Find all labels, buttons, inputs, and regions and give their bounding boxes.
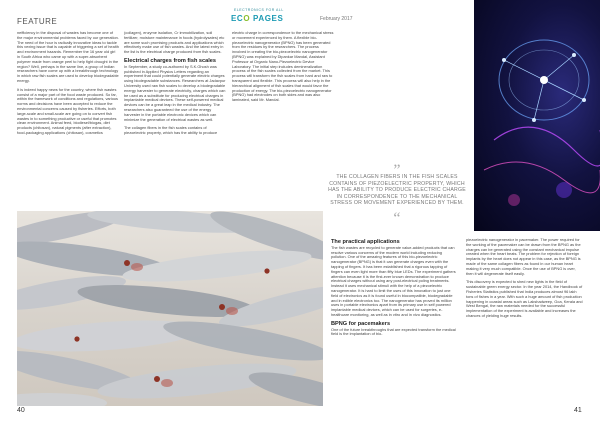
column-1 xyxy=(17,31,119,140)
column-4 xyxy=(331,238,457,341)
paragraph: The collagen fibers in the fish scales contains of piezoelectric property, which has the ability to produce xyxy=(124,125,218,136)
fish-photo xyxy=(17,211,323,406)
quote-text: THE COLLAGEN FIBERS IN THE FISH SCALES CONTAINS OF PIEZOELECTRIC PROPERTY, WHICH HAS THE ABILITY TO PRODUCE ELECTRIC CHARGE IN CORRESPONDENCE TO THE MECHANICAL STRESS OR MOVEMENT EXPERIENCED BY THEM. xyxy=(328,174,466,207)
neural-network-graphic xyxy=(474,0,600,231)
paragraph: The fish wastes are recycled to generate value-added products that can resolve various concerns of the modern world including reducing pollution. One of the amazing features of this bio-piezoelectric nanogenerator (BPNG) is that it can generate charges even with the tapping of fingers. It has been established that a rigorous tapping of fingers can even light more than fifty blue LEDs. The experiment gathers attention because it is the first-ever known demonstration to produce electrical charges without using any post-electrical poling treatments. Instead it uses mechanical stimuli with the help of a piezoelectric nanogenerator. It is hard to limit the uses of this innovation to just one field of electronics as it is found useful in biocompatible, biodegradable and in edible electronics too. The nanogenerator has proved its million uses in portable electronics apart from its primary use in self powered implantable medical devices, which can be used for surgeries, e-healthcare monitoring, as well as in vitro and in vivo diagnostics. xyxy=(331,244,456,317)
section-heading: Electrical charges from fish scales xyxy=(124,57,217,64)
pull-quote xyxy=(327,162,467,228)
paragraph: In September, a study co-authored by S.K.Ghosh was published in Applied Physics Letters regarding an experiment that could potentially generate electric charges using biodegradable substances. Researchers at Jadavpur University used raw fish scales to develop a biodegradable energy harvester to generate electricity, charges which can be used as a substitute for producing electrical charges in implantable medical devices. These self-powered medical devices can be a great leap in the medical industry. The researchers also guaranteed the use of the energy harvester in the portable electronic devices which can minimize the generation of electrical wastes as well. xyxy=(124,63,226,122)
logo-text-c: PAGES xyxy=(250,14,284,23)
page-number-right: 41 xyxy=(574,407,582,414)
column-5 xyxy=(466,238,584,323)
paragraph: It is indeed happy news for the country, where fish wastes consist of a major part of the food waste produced. So far, within the framework of conditions and regulations, various norms and decisions have been accepted to reduce the environmental concerns caused by fisheries. Efforts, both large-scale and small-scale are going on to convert fish wastes in to something productive or useful that promotes clean environment. Animal feed, biodiesel/biogas, diet products (chitosan), natural pigments (after extraction), food-packaging applications (chitosan), cosmetics xyxy=(17,86,118,135)
paragraph: One of the future breakthroughs that are expected transform the medical field is the implantation of bio- xyxy=(331,326,456,337)
column-3 xyxy=(232,31,334,107)
section-title: FEATURE xyxy=(17,17,58,26)
paragraph: (collagen), enzyme isolation, Cr immobilization, soil fertilizer, moisture maintenance in foods (hydrolysates) etc are some such promising products and applications which effectively make use of fish wastes. And the latest entry in the list is the electrical charge produced from fish scales. xyxy=(124,30,225,55)
paragraph: This discovery is expected to shed new lights in the field of sustainable green energy sector. In the year 2014, the Handbook of Fisheries Statistics published that India produces almost 96 lakh tons of fishes in a year. With such a huge amount of fish production happening in coastal areas such as Lakshadweep, Goa, Kerala and West Bengal, the raw materials needed for the successful implementation of the experiment is available and increases the chances of yielding huge results. xyxy=(466,279,583,318)
section-heading: BPNG for pacemakers xyxy=(331,320,391,327)
fish-illustration xyxy=(17,211,323,406)
intro-paragraph: nefficiency in the disposal of wastes has become one of the major environmental problems faced by our generation. The need of the hour is radically innovative ideas to tackle this vexing issue that is capable of triggering a set of health and environment hazards. Remember the 16 year old girl in South Africa who came up with a super-absorbent polymer made from orange peel to help fight drought in the region? Well, perhaps in the same line, a group of Indian researchers have come up with a breakthrough technology in which raw fish scales are used to develop biodegradable energy. xyxy=(17,30,119,83)
section-heading: The practical applications xyxy=(331,239,400,245)
paragraph: piezoelectric nanogenerator in pacemaker. The power required for the working of the pacemaker can be drawn from the BPNG as the charges can be generated using the constant mechanical impulse created when the heart beats. The problem for rejection of foreign implants by the heart does not appear in this case, as the BPNG is made of the same collagen fibers as found in our human heart making it very much compatible. Once the use of BPNG is over, then it will degenerate itself easily. xyxy=(466,237,581,276)
column-2 xyxy=(124,31,226,140)
issue-date: February 2017 xyxy=(320,16,353,22)
paragraph: electric charge in correspondence to the mechanical stress or movement experienced by them. A flexible bio-piezoelectric nanogenerator (BPNG) has been generated from the residues by the researchers. The process involved in creating the bio-piezoelectric nanogenerator (BPNG) was explained by Dipankar Mandal, Assistant Professor at Organic Nano-Piezoelectric Device Laboratory. The initial step includes demineralization process of the fish scales collected from the market. This process will transform the fish scales from hard and raw to transparent and flexible. This process will also help in the hierarchical alignment of fish scales that would favor the production of energy. The bio-piezoelectric nanogenerator (BPNG) had electrodes on both sides and was also laminated, said Mr. Mandal. xyxy=(232,30,334,103)
quote-close-mark: “ xyxy=(393,210,401,228)
logo-text-a: EC xyxy=(231,14,244,23)
logo-text-b: O xyxy=(243,14,251,23)
brain-illustration xyxy=(474,0,600,231)
quote-open-mark: ” xyxy=(393,162,401,179)
page-number-left: 40 xyxy=(17,407,25,414)
logo xyxy=(231,14,283,23)
logo-tagline: ELECTRONICS FOR ALL xyxy=(234,8,284,12)
